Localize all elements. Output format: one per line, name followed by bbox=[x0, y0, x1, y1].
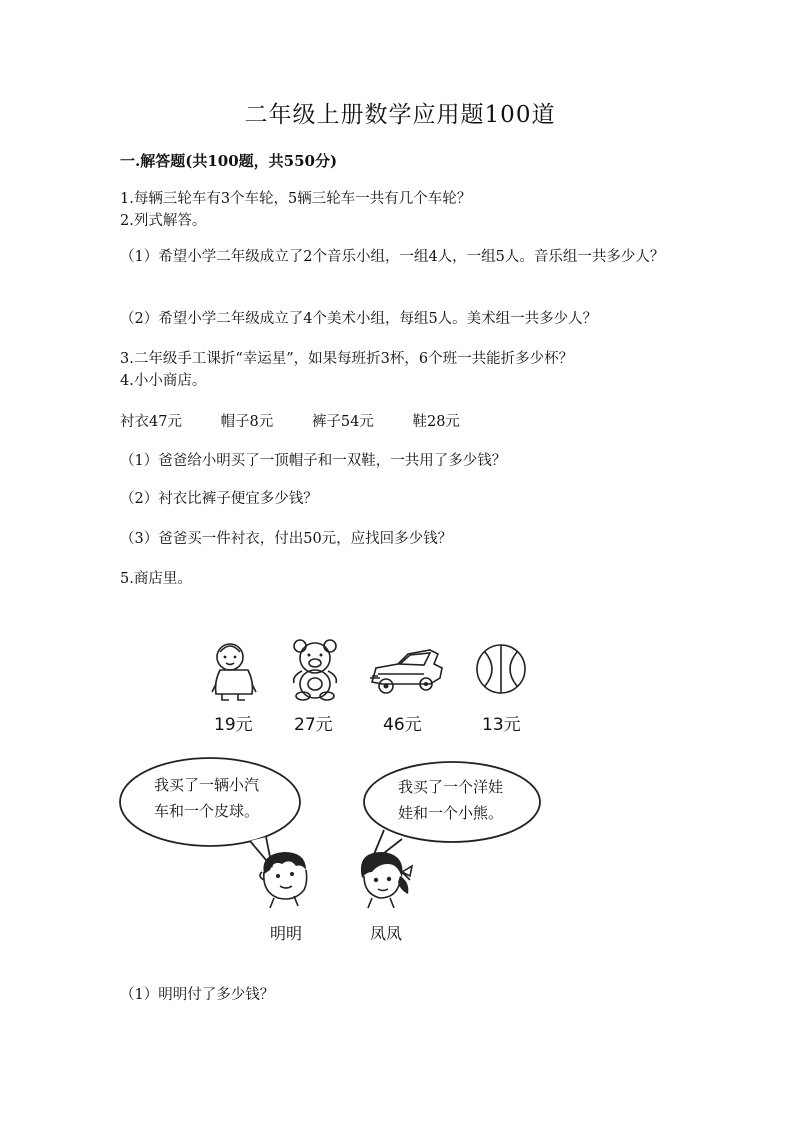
bubble-line: 我买了一个洋娃 bbox=[398, 778, 504, 796]
question-4-part-1: （1）爸爸给小明买了一顶帽子和一双鞋，一共用了多少钱？ bbox=[120, 453, 507, 469]
price-label-doll: 19元 bbox=[214, 715, 253, 735]
question-1: 1.每辆三轮车有3个车轮，5辆三轮车一共有几个车轮？ bbox=[120, 191, 472, 207]
price-list bbox=[120, 410, 494, 431]
question-2: 2.列式解答。 bbox=[120, 213, 207, 229]
bubble-line: 娃和一个小熊。 bbox=[398, 804, 504, 822]
question-3: 3.二年级手工课折“幸运星”，如果每班折3杯，6个班一共能折多少杯？ bbox=[120, 351, 574, 367]
ball-icon bbox=[477, 645, 525, 693]
price-shirt: 衬衣47元 bbox=[120, 414, 182, 430]
question-4-part-2: （2）衬衣比裤子便宜多少钱？ bbox=[120, 491, 318, 507]
teddy-bear-icon bbox=[294, 640, 337, 700]
girl-icon bbox=[361, 852, 412, 908]
question-5: 5.商店里。 bbox=[120, 571, 192, 587]
toy-car-icon bbox=[370, 650, 442, 693]
price-pants: 裤子54元 bbox=[311, 414, 374, 430]
question-2-part-1: （1）希望小学二年级成立了2个音乐小组，一组4人，一组5人。音乐组一共多少人？ bbox=[120, 249, 665, 265]
question-4: 4.小小商店。 bbox=[120, 373, 207, 389]
question-2-part-2: （2）希望小学二年级成立了4个美术小组，每组5人。美术组一共多少人？ bbox=[120, 311, 598, 327]
bubble-text-fengfeng bbox=[398, 774, 503, 826]
shop-illustration bbox=[120, 630, 680, 960]
child-name-mingming: 明明 bbox=[270, 924, 303, 943]
page-title: 二年级上册数学应用题100道 bbox=[244, 102, 556, 128]
bubble-line: 车和一个皮球。 bbox=[154, 802, 260, 820]
child-name-fengfeng: 凤凤 bbox=[370, 924, 403, 943]
doll-icon bbox=[212, 644, 256, 700]
bubble-text-mingming bbox=[154, 772, 259, 824]
price-hat: 帽子8元 bbox=[220, 414, 274, 430]
section-heading: 一.解答题(共100题，共550分) bbox=[120, 152, 338, 170]
question-5-part-1: （1）明明付了多少钱？ bbox=[120, 987, 275, 1003]
price-label-ball: 13元 bbox=[482, 715, 521, 735]
price-label-car: 46元 bbox=[383, 715, 422, 735]
price-shoes: 鞋28元 bbox=[412, 414, 460, 430]
question-4-part-3: （3）爸爸买一件衬衣，付出50元，应找回多少钱？ bbox=[120, 531, 453, 547]
price-label-bear: 27元 bbox=[294, 715, 333, 735]
boy-icon bbox=[260, 852, 307, 908]
bubble-line: 我买了一辆小汽 bbox=[154, 776, 260, 794]
